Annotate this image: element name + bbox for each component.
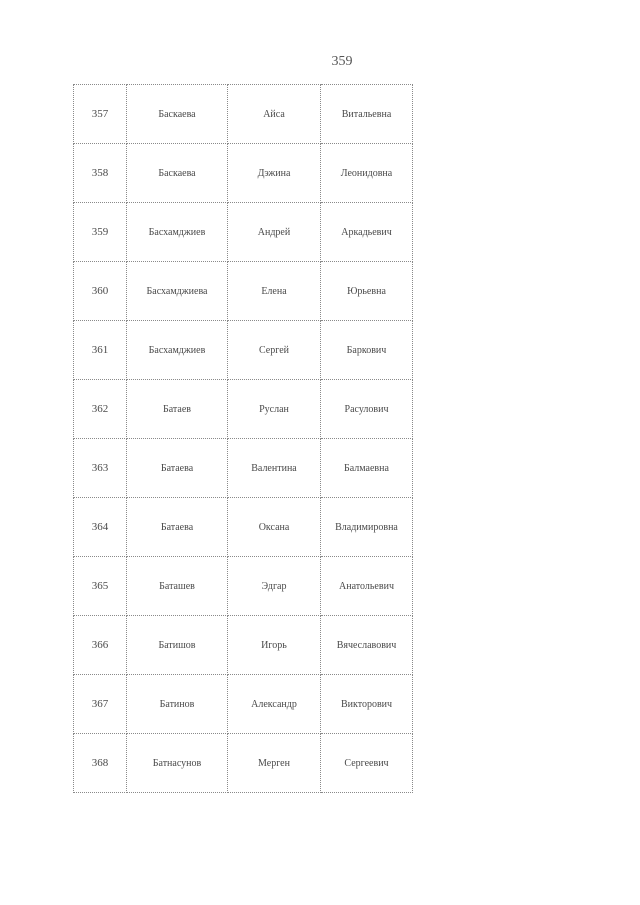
first-name-cell: Мерген xyxy=(228,734,321,793)
table-row xyxy=(74,321,413,380)
first-name-cell: Эдгар xyxy=(228,557,321,616)
patronymic-cell: Балмаевна xyxy=(321,439,413,498)
surname-cell: Батинов xyxy=(127,675,228,734)
table-row xyxy=(74,557,413,616)
surname-cell: Баташев xyxy=(127,557,228,616)
patronymic-cell: Сергеевич xyxy=(321,734,413,793)
surname-cell: Батаев xyxy=(127,380,228,439)
surname-cell: Баскаева xyxy=(127,144,228,203)
patronymic-cell: Расулович xyxy=(321,380,413,439)
row-number: 357 xyxy=(74,85,127,144)
first-name-cell: Оксана xyxy=(228,498,321,557)
patronymic-cell: Аркадьевич xyxy=(321,203,413,262)
page-number: 359 xyxy=(331,54,353,69)
patronymic-cell: Юрьевна xyxy=(321,262,413,321)
table-row xyxy=(74,675,413,734)
row-number: 358 xyxy=(74,144,127,203)
patronymic-cell: Леонидовна xyxy=(321,144,413,203)
first-name-cell: Сергей xyxy=(228,321,321,380)
row-number: 363 xyxy=(74,439,127,498)
surname-cell: Батаева xyxy=(127,498,228,557)
row-number: 360 xyxy=(74,262,127,321)
patronymic-cell: Владимировна xyxy=(321,498,413,557)
table-row xyxy=(74,439,413,498)
table-row xyxy=(74,203,413,262)
surname-cell: Батаева xyxy=(127,439,228,498)
first-name-cell: Игорь xyxy=(228,616,321,675)
row-number: 364 xyxy=(74,498,127,557)
table-row xyxy=(74,144,413,203)
first-name-cell: Александр xyxy=(228,675,321,734)
row-number: 365 xyxy=(74,557,127,616)
table-row xyxy=(74,380,413,439)
table-row xyxy=(74,498,413,557)
row-number: 359 xyxy=(74,203,127,262)
surname-cell: Басхамджиева xyxy=(127,262,228,321)
surname-cell: Басхамджиев xyxy=(127,321,228,380)
row-number: 366 xyxy=(74,616,127,675)
table-row xyxy=(74,734,413,793)
patronymic-cell: Вячеславович xyxy=(321,616,413,675)
row-number: 367 xyxy=(74,675,127,734)
surname-cell: Батнасунов xyxy=(127,734,228,793)
patronymic-cell: Анатольевич xyxy=(321,557,413,616)
table-row xyxy=(74,262,413,321)
patronymic-cell: Викторович xyxy=(321,675,413,734)
records-table-body xyxy=(74,85,413,793)
first-name-cell: Елена xyxy=(228,262,321,321)
row-number: 368 xyxy=(74,734,127,793)
table-row xyxy=(74,85,413,144)
first-name-cell: Андрей xyxy=(228,203,321,262)
table-row xyxy=(74,616,413,675)
row-number: 361 xyxy=(74,321,127,380)
first-name-cell: Валентина xyxy=(228,439,321,498)
first-name-cell: Айса xyxy=(228,85,321,144)
row-number: 362 xyxy=(74,380,127,439)
patronymic-cell: Витальевна xyxy=(321,85,413,144)
patronymic-cell: Баркович xyxy=(321,321,413,380)
surname-cell: Баскаева xyxy=(127,85,228,144)
surname-cell: Батишов xyxy=(127,616,228,675)
records-table xyxy=(73,84,413,793)
first-name-cell: Руслан xyxy=(228,380,321,439)
surname-cell: Басхамджиев xyxy=(127,203,228,262)
first-name-cell: Дэжина xyxy=(228,144,321,203)
